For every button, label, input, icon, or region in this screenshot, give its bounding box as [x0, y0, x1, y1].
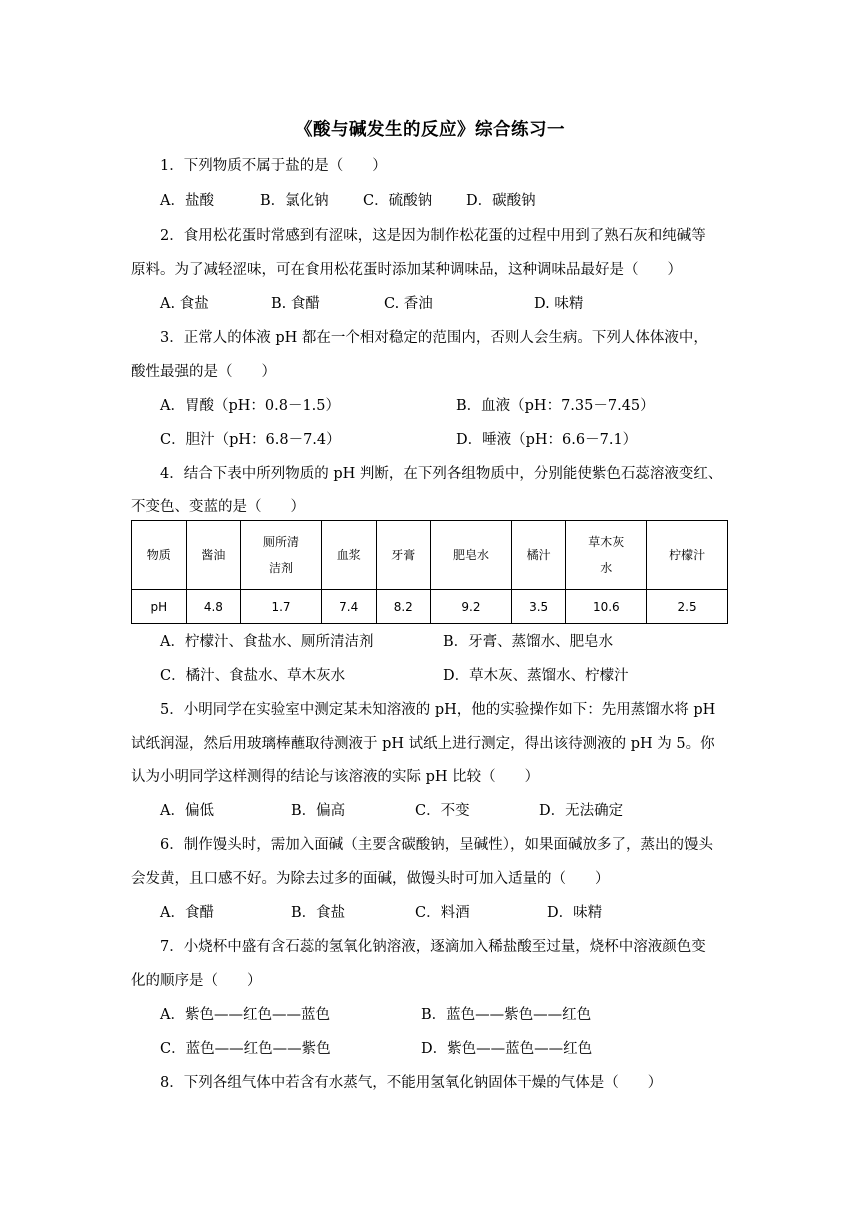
q5-option-c: C．不变 [415, 803, 470, 819]
question-5-stem-line1: 5．小明同学在实验室中测定某未知溶液的 pH，他的实验操作如下：先用蒸馏水将 pH [160, 702, 716, 718]
q4-option-d: D．草木灰、蒸馏水、柠檬汁 [443, 668, 629, 684]
q2-option-c: C. 香油 [384, 296, 433, 312]
q3-option-a: A．胃酸（pH：0.8－1.5） [160, 398, 341, 414]
q1-option-d: D．碳酸钠 [466, 193, 536, 209]
table-cell-ph: 1.7 [241, 590, 322, 624]
question-5-stem-line3: 认为小明同学这样测得的结论与该溶液的实际 pH 比较（ ） [131, 769, 540, 785]
q7-option-c: C．蓝色——红色——紫色 [160, 1041, 331, 1057]
table-cell-substance: 柠檬汁 [647, 521, 728, 590]
q1-option-c: C．硫酸钠 [363, 193, 433, 209]
q6-option-d: D．味精 [547, 905, 603, 921]
question-5-stem-line2: 试纸润湿，然后用玻璃棒蘸取待测液于 pH 试纸上进行测定，得出该待测液的 pH 为 5。你 [131, 736, 715, 752]
table-cell-ph: 8.2 [376, 590, 431, 624]
q4-option-b: B．牙膏、蒸馏水、肥皂水 [443, 634, 614, 650]
table-header-label: 物质 [132, 521, 187, 590]
question-7-stem-line1: 7．小烧杯中盛有含石蕊的氢氧化钠溶液，逐滴加入稀盐酸至过量，烧杯中溶液颜色变 [160, 939, 706, 955]
q5-option-d: D．无法确定 [539, 803, 624, 819]
table-cell-substance: 牙膏 [376, 521, 431, 590]
table-row-label: pH [132, 590, 187, 624]
q2-option-a: A. 食盐 [160, 296, 209, 312]
question-8-stem: 8．下列各组气体中若含有水蒸气，不能用氢氧化钠固体干燥的气体是（ ） [160, 1075, 663, 1091]
question-3-stem-line2: 酸性最强的是（ ） [131, 364, 276, 380]
q5-option-a: A．偏低 [160, 803, 214, 819]
table-cell-ph: 9.2 [431, 590, 512, 624]
table-cell-substance: 橘汁 [511, 521, 566, 590]
table-cell-ph: 10.6 [566, 590, 647, 624]
q2-option-b: B. 食醋 [271, 296, 320, 312]
question-6-stem-line2: 会发黄，且口感不好。为除去过多的面碱，做馒头时可加入适量的（ ） [131, 871, 610, 887]
table-cell-substance: 血浆 [321, 521, 376, 590]
q6-option-c: C．料酒 [415, 905, 470, 921]
q4-option-c: C．橘汁、食盐水、草木灰水 [160, 668, 346, 684]
table-ph-row [132, 590, 728, 624]
page-title: 《酸与碱发生的反应》综合练习一 [295, 120, 565, 140]
q7-option-a: A．紫色——红色——蓝色 [160, 1007, 330, 1023]
q3-option-d: D．唾液（pH：6.6－7.1） [456, 432, 638, 448]
q6-option-b: B．食盐 [291, 905, 346, 921]
q3-option-c: C．胆汁（pH：6.8－7.4） [160, 432, 341, 448]
question-7-stem-line2: 化的顺序是（ ） [131, 973, 262, 989]
table-cell-substance: 酱油 [186, 521, 241, 590]
q6-option-a: A．食醋 [160, 905, 214, 921]
q1-option-a: A．盐酸 [160, 193, 214, 209]
question-2-stem-line2: 原料。为了减轻涩味，可在食用松花蛋时添加某种调味品，这种调味品最好是（ ） [131, 262, 682, 278]
q1-option-b: B．氯化钠 [260, 193, 329, 209]
table-cell-ph: 3.5 [511, 590, 566, 624]
table-cell-substance: 草木灰 水 [566, 521, 647, 590]
q4-option-a: A．柠檬汁、食盐水、厕所清洁剂 [160, 634, 374, 650]
question-3-stem-line1: 3．正常人的体液 pH 都在一个相对稳定的范围内，否则人会生病。下列人体体液中， [160, 330, 708, 346]
question-2-stem-line1: 2．食用松花蛋时常感到有涩味，这是因为制作松花蛋的过程中用到了熟石灰和纯碱等 [160, 228, 706, 244]
q7-option-d: D．紫色——蓝色——红色 [421, 1041, 593, 1057]
q2-option-d: D. 味精 [534, 296, 584, 312]
table-cell-ph: 2.5 [647, 590, 728, 624]
table-cell-ph: 7.4 [321, 590, 376, 624]
table-cell-substance: 厕所清 洁剂 [241, 521, 322, 590]
q3-option-b: B．血液（pH：7.35－7.45） [456, 398, 655, 414]
question-1-stem: 1．下列物质不属于盐的是（ ） [160, 158, 387, 174]
question-4-stem-line2: 不变色、变蓝的是（ ） [131, 499, 305, 515]
ph-table [131, 520, 728, 624]
table-cell-ph: 4.8 [186, 590, 241, 624]
table-cell-substance: 肥皂水 [431, 521, 512, 590]
question-6-stem-line1: 6．制作馒头时，需加入面碱（主要含碳酸钠，呈碱性），如果面碱放多了，蒸出的馒头 [160, 837, 713, 853]
question-4-stem-line1: 4．结合下表中所列物质的 pH 判断，在下列各组物质中，分别能使紫色石蕊溶液变红、 [160, 466, 723, 482]
q5-option-b: B．偏高 [291, 803, 346, 819]
q7-option-b: B．蓝色——紫色——红色 [421, 1007, 592, 1023]
table-header-row [132, 521, 728, 590]
